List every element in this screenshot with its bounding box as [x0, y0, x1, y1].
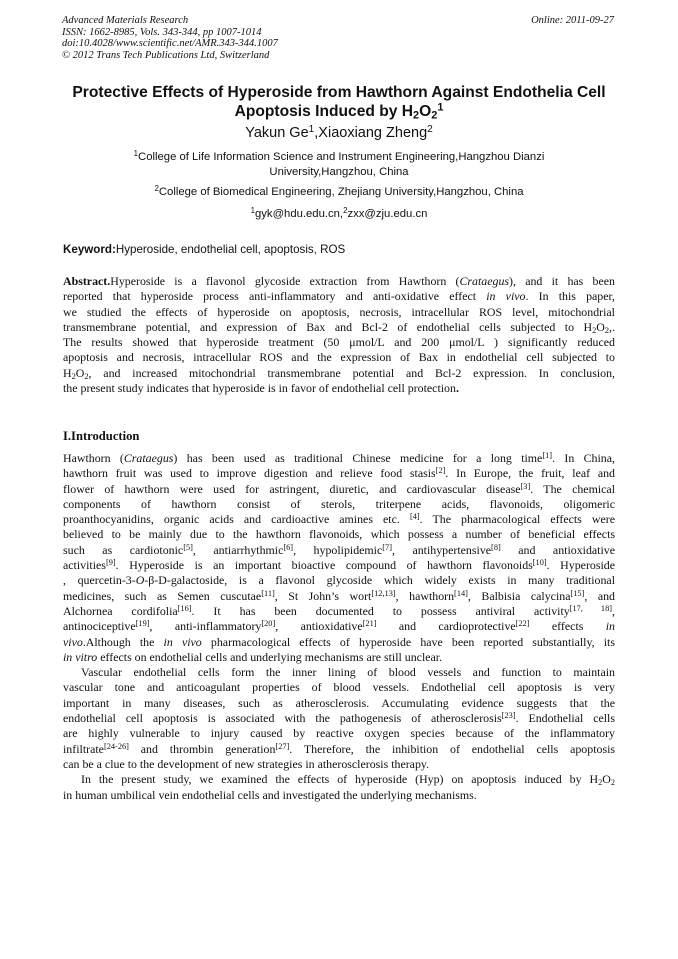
- abstract: Abstract.Hyperoside is a flavonol glycoside extraction from Hawthorn (Crataegus), and it has been reported that hyperoside process anti-inflammatory and anti-oxidative effect in vivo. In this paper, we studied the effects of hyperoside on apoptosis, necrosis, intracellular ROS level, mitochondrial transmembrane potential, and expression of Bax and Bcl-2 of endothelial cells subjected to $H_2O_2$,. The results showed that hyperoside treatment (50 μmol/L and 200 μmol/L ) significantly reduced apoptosis and necrosis, intracellular ROS and the expression of Bax in endothelial cell subjected to $H_2O_2$, and increased mitochondrial transmembrane potential and Bcl-2 expression. In conclusion, the present study indicates that hyperoside is in favor of endothelial cell protection.: [63, 274, 615, 396]
- journal-name: Advanced Materials Research: [62, 15, 189, 26]
- author-emails: $^1$gyk@hdu.edu.cn,$^2$zxx@zju.edu.cn: [250, 206, 428, 220]
- author-1: Yakun Ge: [245, 125, 309, 141]
- affiliation-1: $^1$College of Life Information Science and Instrument Engineering,Hangzhou Dianzi University,Hangzhou, China: [133, 149, 545, 178]
- online-date: Online: 2011-09-27: [531, 15, 614, 26]
- paper-title: [40, 83, 638, 121]
- title-line-2: Apoptosis Induced by $H_2O_2^1$: [234, 101, 444, 122]
- author-list: Yakun Ge$^1$,Xiaoxiang Zheng$^2$: [245, 123, 433, 141]
- section-heading-introduction: I.Introduction: [63, 429, 140, 443]
- journal-header: [62, 15, 278, 61]
- email-1: gyk@hdu.edu.cn,: [254, 208, 344, 220]
- affiliation-2: $^2$College of Biomedical Engineering, Zhejiang University,Hangzhou, China: [154, 184, 524, 198]
- introduction-body: Hawthorn (Crataegus) has been used as traditional Chinese medicine for a long time[1]. In China, hawthorn fruit was used to improve digestion and relieve food stasis[2]. In Europe, the fruit, leaf and flower of hawthorn were used for astringent, diuretic, and cardiovascular disease[3]. The chemical components of hawthorn consist of sterols, triterpene acids, flavonoids, oligomeric proanthocyanidins, organic acids and cardioactive amines etc. [4]. The pharmacological effects were believed to be mainly due to the hawthorn flavonoids, which possess a number of beneficial effects such as cardiotonic[5], antiarrhythmic[6], hypolipidemic[7], antihypertensive[8] and antioxidative activities[9]. Hyperoside is an important bioactive compound of hawthorn flavonoids[10]. Hyperoside , quercetin-3-O-β-D-galactoside, is a flavonol glycoside which widely exists in many traditional medicines, such as Semen cuscutae[11], St John’s wort[12,13], hawthorn[14], Balbisia calycina[15], and Alchornea cordifolia[16]. It has been documented to possess antiviral activity[17, 18], antinociceptive[19], anti-inflammatory[20], antioxidative[21] and cardioprotective[22] effects in vivo.Although the in vivo pharmacological effects of hyperoside have been reported substantially, its in vitro effects on endothelial cells and underlying mechanisms are still unclear. Vascular endothelial cells form the inner lining of blood vessels and function to maintain vascular tone and anticoagulant properties of blood vessels. Endothelial cell apoptosis is very important in many diseases, such as atherosclerosis. Accumulating evidence suggests that the endothelial cell apoptosis is associated with the pathogenesis of atherosclerosis[23]. Endothelial cells are highly vulnerable to injury caused by reactive oxygen species because of the inflammatory infiltrate[24-26] and thrombin generation[27]. Therefore, the inhibition of endothelial cells apoptosis can be a clue to the development of new strategies in atherosclerosis therapy. In the present study, we examined the effects of hyperoside (Hyp) on apoptosis induced by $H_2O_2$ in human umbilical vein endothelial cells and investigated the underlying mechanisms.: [63, 450, 616, 802]
- email-2: zxx@zju.edu.cn: [347, 208, 428, 220]
- doi-line: doi:10.4028/www.scientific.net/AMR.343-344.1007: [62, 38, 278, 50]
- issn-line: ISSN: 1662-8985, Vols. 343-344, pp 1007-1014: [62, 26, 262, 38]
- keywords: [63, 243, 345, 256]
- copyright-line: © 2012 Trans Tech Publications Ltd, Switzerland: [62, 49, 270, 61]
- title-line-1: Protective Effects of Hyperoside from Hawthorn Against Endothelia Cell: [72, 84, 606, 101]
- author-2: ,Xiaoxiang Zheng: [314, 125, 428, 141]
- keyword-text: Hyperoside, endothelial cell, apoptosis, ROS: [115, 243, 346, 256]
- abstract-label: Abstract.: [63, 274, 111, 288]
- keyword-label: Keyword:: [63, 243, 116, 256]
